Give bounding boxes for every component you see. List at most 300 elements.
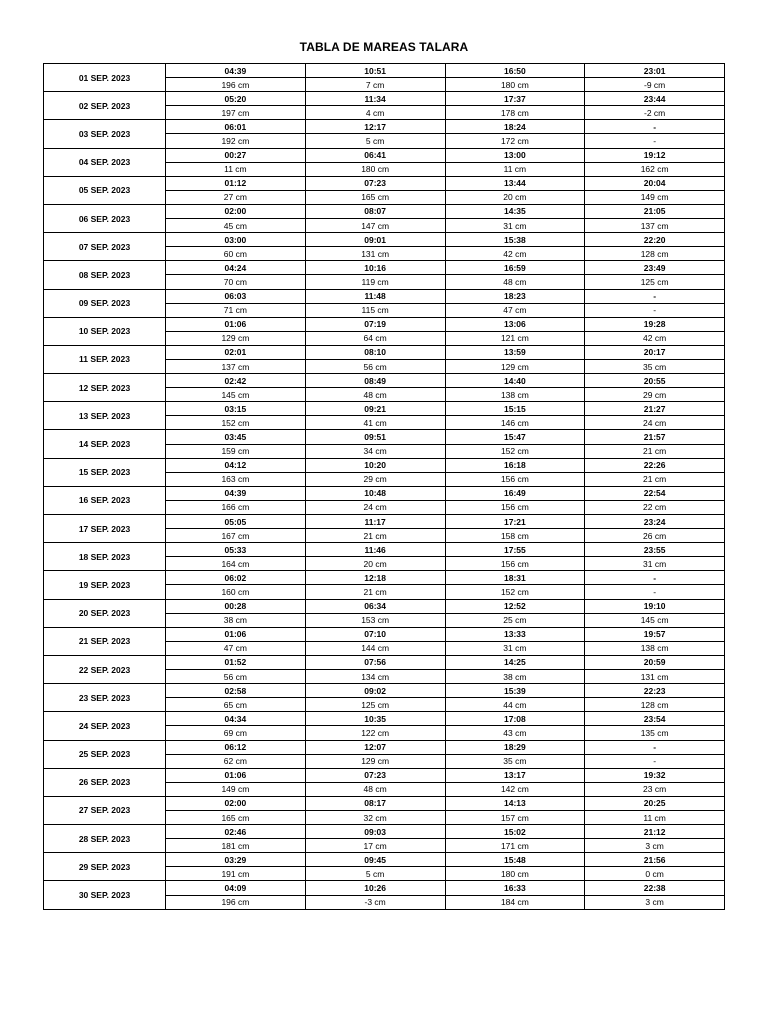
tide-height-cell: 25 cm [445,613,585,627]
tide-height-cell: 64 cm [305,331,445,345]
tide-time-cell: 16:49 [445,486,585,500]
date-cell: 11 SEP. 2023 [44,345,166,373]
table-row [44,148,725,162]
date-cell: 20 SEP. 2023 [44,599,166,627]
tide-height-cell: 192 cm [166,134,306,148]
tide-height-cell: 42 cm [585,331,725,345]
date-cell: 21 SEP. 2023 [44,627,166,655]
tide-height-cell: 31 cm [585,557,725,571]
tide-height-cell: 149 cm [585,190,725,204]
tide-time-cell: 15:48 [445,853,585,867]
tide-height-cell: 138 cm [585,641,725,655]
table-row [44,204,725,218]
table-row [44,881,725,895]
table-row [44,486,725,500]
tide-height-cell: 181 cm [166,839,306,853]
tide-height-cell: 41 cm [305,416,445,430]
tide-time-cell: 20:59 [585,655,725,669]
tide-height-cell: 156 cm [445,557,585,571]
date-cell: 03 SEP. 2023 [44,120,166,148]
tide-time-cell: 11:17 [305,515,445,529]
tide-height-cell: 129 cm [305,754,445,768]
date-cell: 28 SEP. 2023 [44,825,166,853]
tide-height-cell: 135 cm [585,726,725,740]
tide-height-cell: 48 cm [445,275,585,289]
table-row [44,768,725,782]
tide-height-cell: 134 cm [305,670,445,684]
tide-time-cell: 02:01 [166,345,306,359]
tide-time-cell: 05:05 [166,515,306,529]
table-row [44,374,725,388]
date-cell: 30 SEP. 2023 [44,881,166,909]
table-row [44,796,725,810]
tide-time-cell: 05:33 [166,543,306,557]
tide-height-cell: -9 cm [585,78,725,92]
date-cell: 05 SEP. 2023 [44,176,166,204]
tide-time-cell: 09:03 [305,825,445,839]
tide-time-cell: 19:28 [585,317,725,331]
tide-time-cell: 04:24 [166,261,306,275]
tide-height-cell: 38 cm [445,670,585,684]
tide-time-cell: 10:35 [305,712,445,726]
table-row [44,740,725,754]
tide-height-cell: 35 cm [445,754,585,768]
tide-time-cell: 20:55 [585,374,725,388]
tide-height-cell: 157 cm [445,810,585,824]
table-row [44,233,725,247]
table-row [44,599,725,613]
tide-height-cell: 197 cm [166,106,306,120]
tide-time-cell: 06:03 [166,289,306,303]
tide-time-cell: 01:12 [166,176,306,190]
tide-time-cell: 22:38 [585,881,725,895]
tide-time-cell: 19:57 [585,627,725,641]
tide-height-cell: 27 cm [166,190,306,204]
tide-height-cell: 48 cm [305,388,445,402]
tide-time-cell: 13:17 [445,768,585,782]
tide-time-cell: 12:17 [305,120,445,134]
tide-height-cell: 128 cm [585,247,725,261]
tide-time-cell: 09:01 [305,233,445,247]
tide-height-cell: 60 cm [166,247,306,261]
tide-time-cell: 17:08 [445,712,585,726]
tide-time-cell: 04:34 [166,712,306,726]
date-cell: 17 SEP. 2023 [44,515,166,543]
tide-height-cell: 32 cm [305,810,445,824]
tide-height-cell: 125 cm [585,275,725,289]
tide-time-cell: - [585,571,725,585]
tide-height-cell: 122 cm [305,726,445,740]
tide-height-cell: 65 cm [166,698,306,712]
date-cell: 26 SEP. 2023 [44,768,166,796]
table-row [44,176,725,190]
tide-height-cell: 156 cm [445,472,585,486]
tide-height-cell: 5 cm [305,867,445,881]
tide-height-cell: 129 cm [445,359,585,373]
tide-height-cell: 23 cm [585,782,725,796]
date-cell: 15 SEP. 2023 [44,458,166,486]
tide-height-cell: 47 cm [166,641,306,655]
date-cell: 02 SEP. 2023 [44,92,166,120]
tide-height-cell: 152 cm [445,444,585,458]
tide-height-cell: 21 cm [305,529,445,543]
tide-time-cell: 15:38 [445,233,585,247]
tide-height-cell: 184 cm [445,895,585,909]
tide-time-cell: 13:00 [445,148,585,162]
tide-height-cell: 144 cm [305,641,445,655]
tide-height-cell: 137 cm [585,219,725,233]
tide-height-cell: 0 cm [585,867,725,881]
tide-height-cell: 21 cm [585,444,725,458]
date-cell: 10 SEP. 2023 [44,317,166,345]
tide-time-cell: 01:06 [166,768,306,782]
tide-time-cell: 10:26 [305,881,445,895]
tide-time-cell: 20:25 [585,796,725,810]
tide-time-cell: 10:16 [305,261,445,275]
date-cell: 19 SEP. 2023 [44,571,166,599]
table-row [44,345,725,359]
tide-height-cell: 31 cm [445,641,585,655]
table-row [44,853,725,867]
table-row [44,684,725,698]
table-row [44,92,725,106]
tide-height-cell: -2 cm [585,106,725,120]
tide-time-cell: 09:51 [305,430,445,444]
tide-time-cell: 10:48 [305,486,445,500]
tide-time-cell: 12:18 [305,571,445,585]
tide-height-cell: 35 cm [585,359,725,373]
tide-height-cell: 167 cm [166,529,306,543]
date-cell: 16 SEP. 2023 [44,486,166,514]
tide-height-cell: 196 cm [166,895,306,909]
tide-height-cell: 11 cm [585,810,725,824]
tide-height-cell: 152 cm [166,416,306,430]
tide-time-cell: 03:15 [166,402,306,416]
tide-height-cell: 121 cm [445,331,585,345]
tide-time-cell: 22:54 [585,486,725,500]
tide-time-cell: 04:09 [166,881,306,895]
date-cell: 25 SEP. 2023 [44,740,166,768]
tide-time-cell: 23:54 [585,712,725,726]
table-row [44,261,725,275]
tide-time-cell: 16:18 [445,458,585,472]
tide-table [43,63,725,910]
page-title: TABLA DE MAREAS TALARA [299,40,469,54]
tide-time-cell: 14:40 [445,374,585,388]
tide-height-cell: 180 cm [445,78,585,92]
tide-height-cell: - [585,303,725,317]
tide-height-cell: 31 cm [445,219,585,233]
tide-time-cell: 07:10 [305,627,445,641]
date-cell: 18 SEP. 2023 [44,543,166,571]
tide-height-cell: 128 cm [585,698,725,712]
tide-height-cell: 43 cm [445,726,585,740]
tide-time-cell: 19:32 [585,768,725,782]
tide-time-cell: 12:52 [445,599,585,613]
tide-time-cell: 15:47 [445,430,585,444]
table-row [44,543,725,557]
table-row [44,458,725,472]
tide-time-cell: 14:13 [445,796,585,810]
table-row [44,571,725,585]
tide-height-cell: 29 cm [305,472,445,486]
tide-height-cell: 163 cm [166,472,306,486]
tide-height-cell: 21 cm [305,585,445,599]
tide-height-cell: 146 cm [445,416,585,430]
table-row [44,430,725,444]
tide-height-cell: - [585,585,725,599]
tide-time-cell: 18:31 [445,571,585,585]
date-cell: 14 SEP. 2023 [44,430,166,458]
tide-height-cell: 42 cm [445,247,585,261]
tide-height-cell: 138 cm [445,388,585,402]
tide-time-cell: 07:23 [305,176,445,190]
tide-time-cell: 00:28 [166,599,306,613]
tide-height-cell: 129 cm [166,331,306,345]
tide-time-cell: 02:00 [166,796,306,810]
tide-time-cell: 05:20 [166,92,306,106]
tide-height-cell: 17 cm [305,839,445,853]
tide-height-cell: 20 cm [445,190,585,204]
tide-time-cell: 11:46 [305,543,445,557]
table-row [44,825,725,839]
tide-height-cell: 131 cm [305,247,445,261]
tide-height-cell: 160 cm [166,585,306,599]
table-row [44,317,725,331]
tide-time-cell: 16:59 [445,261,585,275]
tide-height-cell: 69 cm [166,726,306,740]
tide-height-cell: 196 cm [166,78,306,92]
tide-height-cell: 22 cm [585,500,725,514]
tide-height-cell: 56 cm [305,359,445,373]
tide-height-cell: 24 cm [305,500,445,514]
tide-height-cell: 165 cm [305,190,445,204]
date-cell: 24 SEP. 2023 [44,712,166,740]
date-cell: 13 SEP. 2023 [44,402,166,430]
tide-height-cell: 62 cm [166,754,306,768]
tide-time-cell: 23:55 [585,543,725,557]
tide-time-cell: 20:17 [585,345,725,359]
tide-height-cell: 180 cm [445,867,585,881]
tide-time-cell: 14:25 [445,655,585,669]
date-cell: 22 SEP. 2023 [44,655,166,683]
tide-height-cell: 125 cm [305,698,445,712]
tide-height-cell: 142 cm [445,782,585,796]
tide-time-cell: 07:56 [305,655,445,669]
date-cell: 09 SEP. 2023 [44,289,166,317]
tide-height-cell: 5 cm [305,134,445,148]
tide-height-cell: 152 cm [445,585,585,599]
tide-time-cell: 20:04 [585,176,725,190]
tide-height-cell: 45 cm [166,219,306,233]
tide-time-cell: 16:50 [445,64,585,78]
date-cell: 04 SEP. 2023 [44,148,166,176]
tide-height-cell: 147 cm [305,219,445,233]
tide-time-cell: 03:45 [166,430,306,444]
tide-height-cell: 162 cm [585,162,725,176]
tide-time-cell: 15:39 [445,684,585,698]
tide-time-cell: 21:05 [585,204,725,218]
tide-height-cell: 172 cm [445,134,585,148]
tide-height-cell: -3 cm [305,895,445,909]
tide-time-cell: 01:06 [166,627,306,641]
tide-time-cell: 01:06 [166,317,306,331]
tide-time-cell: 16:33 [445,881,585,895]
tide-time-cell: 08:07 [305,204,445,218]
tide-height-cell: - [585,134,725,148]
tide-time-cell: 22:23 [585,684,725,698]
tide-time-cell: 04:39 [166,486,306,500]
tide-time-cell: 23:01 [585,64,725,78]
tide-time-cell: 00:27 [166,148,306,162]
tide-height-cell: 137 cm [166,359,306,373]
tide-height-cell: 34 cm [305,444,445,458]
tide-height-cell: 153 cm [305,613,445,627]
table-row [44,120,725,134]
tide-time-cell: 11:34 [305,92,445,106]
tide-height-cell: 158 cm [445,529,585,543]
tide-time-cell: 12:07 [305,740,445,754]
date-cell: 07 SEP. 2023 [44,233,166,261]
table-row [44,655,725,669]
tide-height-cell: 166 cm [166,500,306,514]
tide-time-cell: 23:44 [585,92,725,106]
tide-time-cell: 07:23 [305,768,445,782]
tide-time-cell: 08:17 [305,796,445,810]
date-cell: 27 SEP. 2023 [44,796,166,824]
tide-time-cell: 10:51 [305,64,445,78]
tide-time-cell: 09:45 [305,853,445,867]
tide-time-cell: 23:49 [585,261,725,275]
tide-height-cell: 145 cm [585,613,725,627]
tide-height-cell: 3 cm [585,839,725,853]
table-row [44,515,725,529]
tide-time-cell: 15:15 [445,402,585,416]
tide-time-cell: 02:00 [166,204,306,218]
tide-height-cell: 21 cm [585,472,725,486]
date-cell: 23 SEP. 2023 [44,684,166,712]
tide-time-cell: 06:02 [166,571,306,585]
tide-time-cell: 06:34 [305,599,445,613]
tide-time-cell: 13:44 [445,176,585,190]
tide-time-cell: 02:42 [166,374,306,388]
tide-time-cell: 23:24 [585,515,725,529]
tide-height-cell: 156 cm [445,500,585,514]
tide-time-cell: 06:12 [166,740,306,754]
date-cell: 06 SEP. 2023 [44,204,166,232]
table-row [44,402,725,416]
tide-height-cell: 171 cm [445,839,585,853]
tide-time-cell: 17:37 [445,92,585,106]
tide-time-cell: 01:52 [166,655,306,669]
table-row [44,64,725,78]
tide-height-cell: 48 cm [305,782,445,796]
tide-height-cell: 159 cm [166,444,306,458]
tide-time-cell: 19:12 [585,148,725,162]
tide-time-cell: 06:41 [305,148,445,162]
tide-height-cell: 29 cm [585,388,725,402]
tide-time-cell: 21:57 [585,430,725,444]
tide-height-cell: 165 cm [166,810,306,824]
tide-height-cell: 4 cm [305,106,445,120]
tide-time-cell: 09:21 [305,402,445,416]
tide-height-cell: 180 cm [305,162,445,176]
table-row [44,712,725,726]
tide-height-cell: 70 cm [166,275,306,289]
tide-time-cell: 18:24 [445,120,585,134]
tide-time-cell: 13:59 [445,345,585,359]
tide-height-cell: 56 cm [166,670,306,684]
tide-height-cell: 71 cm [166,303,306,317]
tide-time-cell: 10:20 [305,458,445,472]
tide-time-cell: 18:29 [445,740,585,754]
date-cell: 08 SEP. 2023 [44,261,166,289]
date-cell: 01 SEP. 2023 [44,64,166,92]
tide-time-cell: 18:23 [445,289,585,303]
tide-time-cell: - [585,289,725,303]
table-row [44,289,725,303]
tide-height-cell: 164 cm [166,557,306,571]
tide-height-cell: 145 cm [166,388,306,402]
tide-height-cell: 115 cm [305,303,445,317]
tide-height-cell: 131 cm [585,670,725,684]
tide-time-cell: 19:10 [585,599,725,613]
tide-height-cell: 47 cm [445,303,585,317]
tide-height-cell: 3 cm [585,895,725,909]
tide-height-cell: 7 cm [305,78,445,92]
tide-time-cell: 03:29 [166,853,306,867]
tide-height-cell: 26 cm [585,529,725,543]
tide-time-cell: 21:27 [585,402,725,416]
tide-time-cell: 13:06 [445,317,585,331]
tide-time-cell: - [585,740,725,754]
tide-height-cell: 24 cm [585,416,725,430]
tide-height-cell: 191 cm [166,867,306,881]
tide-height-cell: 11 cm [166,162,306,176]
tide-time-cell: 02:58 [166,684,306,698]
tide-time-cell: 07:19 [305,317,445,331]
tide-time-cell: 17:21 [445,515,585,529]
tide-height-cell: 38 cm [166,613,306,627]
tide-height-cell: 44 cm [445,698,585,712]
tide-time-cell: 21:56 [585,853,725,867]
tide-time-cell: 21:12 [585,825,725,839]
tide-time-cell: 22:26 [585,458,725,472]
date-cell: 29 SEP. 2023 [44,853,166,881]
tide-time-cell: 22:20 [585,233,725,247]
tide-height-cell: 178 cm [445,106,585,120]
tide-time-cell: 02:46 [166,825,306,839]
tide-time-cell: 15:02 [445,825,585,839]
tide-time-cell: 08:49 [305,374,445,388]
table-row [44,627,725,641]
tide-time-cell: 13:33 [445,627,585,641]
tide-time-cell: 08:10 [305,345,445,359]
date-cell: 12 SEP. 2023 [44,374,166,402]
tide-table-body [44,64,725,910]
tide-time-cell: 11:48 [305,289,445,303]
tide-time-cell: 06:01 [166,120,306,134]
tide-time-cell: 04:12 [166,458,306,472]
tide-time-cell: 09:02 [305,684,445,698]
tide-height-cell: 149 cm [166,782,306,796]
tide-time-cell: 04:39 [166,64,306,78]
tide-height-cell: 20 cm [305,557,445,571]
tide-height-cell: 119 cm [305,275,445,289]
tide-time-cell: 03:00 [166,233,306,247]
tide-time-cell: 17:55 [445,543,585,557]
tide-height-cell: 11 cm [445,162,585,176]
